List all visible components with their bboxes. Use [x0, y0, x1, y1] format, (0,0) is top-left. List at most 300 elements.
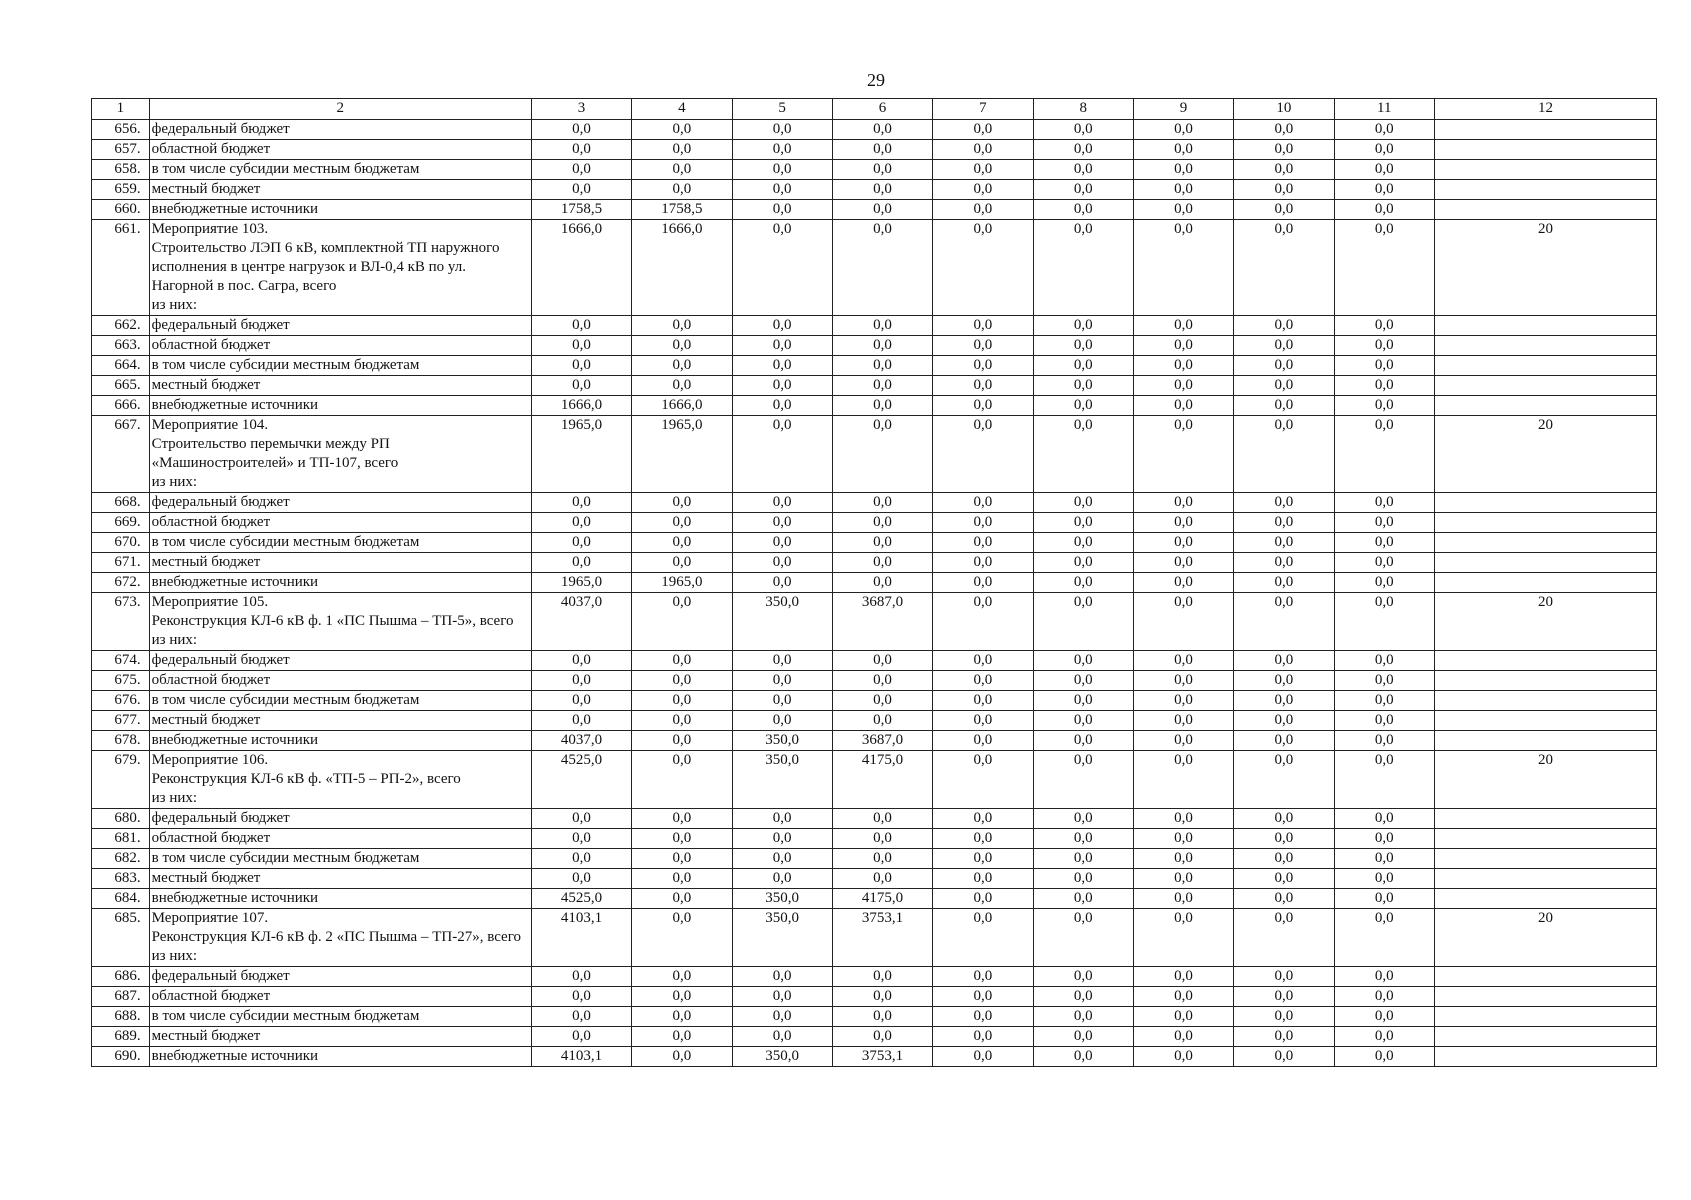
header-col-4: 4 [632, 99, 732, 120]
col-11-value: 0,0 [1334, 987, 1434, 1007]
col-10-value: 0,0 [1234, 316, 1334, 336]
table-row [92, 691, 1657, 711]
col-8-value: 0,0 [1033, 967, 1133, 987]
col-10-value: 0,0 [1234, 160, 1334, 180]
header-row [92, 99, 1657, 120]
col-8-value: 0,0 [1033, 1047, 1133, 1067]
col-6-value: 0,0 [832, 356, 932, 376]
col-10-value: 0,0 [1234, 120, 1334, 140]
col-11-value: 0,0 [1334, 869, 1434, 889]
col-10-value: 0,0 [1234, 553, 1334, 573]
col-6-value: 0,0 [832, 869, 932, 889]
col-9-value: 0,0 [1133, 829, 1233, 849]
col-9-value: 0,0 [1133, 691, 1233, 711]
row-number: 679. [92, 751, 150, 809]
header-col-3: 3 [531, 99, 631, 120]
col-8-value: 0,0 [1033, 180, 1133, 200]
col-8-value: 0,0 [1033, 829, 1133, 849]
header-col-12: 12 [1434, 99, 1656, 120]
col-8-value: 0,0 [1033, 336, 1133, 356]
table-row [92, 140, 1657, 160]
row-title: внебюджетные источники [149, 573, 531, 593]
col-12-value [1434, 809, 1656, 829]
row-title: в том числе субсидии местным бюджетам [149, 356, 531, 376]
row-title: местный бюджет [149, 553, 531, 573]
col-6-value: 0,0 [832, 180, 932, 200]
col-11-value: 0,0 [1334, 593, 1434, 651]
row-number: 661. [92, 220, 150, 316]
row-number: 656. [92, 120, 150, 140]
table-row [92, 553, 1657, 573]
col-3-value: 0,0 [531, 1027, 631, 1047]
col-7-value: 0,0 [933, 671, 1033, 691]
col-6-value: 0,0 [832, 849, 932, 869]
col-5-value: 0,0 [732, 711, 832, 731]
col-4-value: 0,0 [632, 180, 732, 200]
col-6-value: 0,0 [832, 336, 932, 356]
col-9-value: 0,0 [1133, 200, 1233, 220]
col-3-value: 0,0 [531, 160, 631, 180]
col-9-value: 0,0 [1133, 513, 1233, 533]
col-8-value: 0,0 [1033, 987, 1133, 1007]
col-7-value: 0,0 [933, 376, 1033, 396]
col-11-value: 0,0 [1334, 220, 1434, 316]
row-title: в том числе субсидии местным бюджетам [149, 849, 531, 869]
row-title: внебюджетные источники [149, 889, 531, 909]
col-3-value: 0,0 [531, 671, 631, 691]
table-row [92, 513, 1657, 533]
col-9-value: 0,0 [1133, 553, 1233, 573]
row-number: 683. [92, 869, 150, 889]
col-3-value: 0,0 [531, 691, 631, 711]
col-4-value: 0,0 [632, 316, 732, 336]
header-col-6: 6 [832, 99, 932, 120]
row-number: 678. [92, 731, 150, 751]
col-9-value: 0,0 [1133, 180, 1233, 200]
col-10-value: 0,0 [1234, 140, 1334, 160]
col-5-value: 350,0 [732, 909, 832, 967]
row-number: 657. [92, 140, 150, 160]
col-12-value [1434, 849, 1656, 869]
col-3-value: 0,0 [531, 967, 631, 987]
col-11-value: 0,0 [1334, 573, 1434, 593]
col-6-value: 0,0 [832, 533, 932, 553]
col-4-value: 0,0 [632, 829, 732, 849]
col-11-value: 0,0 [1334, 651, 1434, 671]
col-10-value: 0,0 [1234, 593, 1334, 651]
col-12-value [1434, 889, 1656, 909]
col-12-value [1434, 573, 1656, 593]
col-6-value: 0,0 [832, 671, 932, 691]
col-5-value: 0,0 [732, 869, 832, 889]
col-9-value: 0,0 [1133, 593, 1233, 651]
row-title: областной бюджет [149, 336, 531, 356]
row-number: 688. [92, 1007, 150, 1027]
row-title: федеральный бюджет [149, 493, 531, 513]
col-10-value: 0,0 [1234, 889, 1334, 909]
table-row [92, 316, 1657, 336]
col-8-value: 0,0 [1033, 651, 1133, 671]
col-5-value: 0,0 [732, 1007, 832, 1027]
col-7-value: 0,0 [933, 200, 1033, 220]
col-11-value: 0,0 [1334, 1027, 1434, 1047]
col-8-value: 0,0 [1033, 553, 1133, 573]
col-11-value: 0,0 [1334, 731, 1434, 751]
col-6-value: 0,0 [832, 691, 932, 711]
col-7-value: 0,0 [933, 180, 1033, 200]
col-8-value: 0,0 [1033, 731, 1133, 751]
col-3-value: 0,0 [531, 336, 631, 356]
col-3-value: 1666,0 [531, 396, 631, 416]
col-7-value: 0,0 [933, 336, 1033, 356]
col-12-value [1434, 711, 1656, 731]
table-body [92, 120, 1657, 1067]
col-10-value: 0,0 [1234, 967, 1334, 987]
table-row [92, 573, 1657, 593]
col-7-value: 0,0 [933, 967, 1033, 987]
col-5-value: 0,0 [732, 671, 832, 691]
col-11-value: 0,0 [1334, 160, 1434, 180]
col-10-value: 0,0 [1234, 1027, 1334, 1047]
col-5-value: 0,0 [732, 180, 832, 200]
col-8-value: 0,0 [1033, 849, 1133, 869]
col-9-value: 0,0 [1133, 1027, 1233, 1047]
col-12-value [1434, 120, 1656, 140]
col-5-value: 0,0 [732, 220, 832, 316]
col-9-value: 0,0 [1133, 987, 1233, 1007]
col-5-value: 0,0 [732, 140, 832, 160]
col-6-value: 0,0 [832, 1007, 932, 1027]
col-7-value: 0,0 [933, 849, 1033, 869]
col-3-value: 0,0 [531, 809, 631, 829]
col-6-value: 0,0 [832, 396, 932, 416]
col-7-value: 0,0 [933, 651, 1033, 671]
col-12-value [1434, 829, 1656, 849]
col-12-value [1434, 180, 1656, 200]
row-title: Мероприятие 103. Строительство ЛЭП 6 кВ, комплектной ТП наружного исполнения в центре нагрузок и ВЛ-0,4 кВ по ул. Нагорной в пос. Сагра, всего из них: [149, 220, 531, 316]
row-title: в том числе субсидии местным бюджетам [149, 691, 531, 711]
col-4-value: 0,0 [632, 987, 732, 1007]
col-8-value: 0,0 [1033, 376, 1133, 396]
col-7-value: 0,0 [933, 553, 1033, 573]
col-7-value: 0,0 [933, 396, 1033, 416]
col-6-value: 0,0 [832, 829, 932, 849]
col-7-value: 0,0 [933, 869, 1033, 889]
row-title: внебюджетные источники [149, 731, 531, 751]
col-8-value: 0,0 [1033, 711, 1133, 731]
col-5-value: 0,0 [732, 1027, 832, 1047]
col-3-value: 4103,1 [531, 909, 631, 967]
col-5-value: 0,0 [732, 829, 832, 849]
table-row [92, 493, 1657, 513]
col-10-value: 0,0 [1234, 651, 1334, 671]
row-number: 684. [92, 889, 150, 909]
col-11-value: 0,0 [1334, 909, 1434, 967]
table-row [92, 376, 1657, 396]
col-11-value: 0,0 [1334, 140, 1434, 160]
col-11-value: 0,0 [1334, 533, 1434, 553]
row-number: 690. [92, 1047, 150, 1067]
col-11-value: 0,0 [1334, 829, 1434, 849]
col-5-value: 0,0 [732, 573, 832, 593]
col-11-value: 0,0 [1334, 316, 1434, 336]
col-6-value: 0,0 [832, 140, 932, 160]
col-11-value: 0,0 [1334, 809, 1434, 829]
col-8-value: 0,0 [1033, 120, 1133, 140]
table-row [92, 220, 1657, 316]
col-4-value: 1666,0 [632, 220, 732, 316]
col-9-value: 0,0 [1133, 120, 1233, 140]
col-7-value: 0,0 [933, 889, 1033, 909]
col-4-value: 0,0 [632, 1047, 732, 1067]
col-6-value: 0,0 [832, 809, 932, 829]
col-6-value: 0,0 [832, 987, 932, 1007]
col-9-value: 0,0 [1133, 396, 1233, 416]
col-4-value: 0,0 [632, 533, 732, 553]
col-3-value: 0,0 [531, 533, 631, 553]
col-8-value: 0,0 [1033, 671, 1133, 691]
table-row [92, 869, 1657, 889]
col-8-value: 0,0 [1033, 140, 1133, 160]
row-title: Мероприятие 107. Реконструкция КЛ-6 кВ ф. 2 «ПС Пышма – ТП-27», всего из них: [149, 909, 531, 967]
col-12-value [1434, 967, 1656, 987]
col-11-value: 0,0 [1334, 691, 1434, 711]
col-5-value: 0,0 [732, 316, 832, 336]
col-9-value: 0,0 [1133, 336, 1233, 356]
col-3-value: 4037,0 [531, 593, 631, 651]
col-5-value: 0,0 [732, 553, 832, 573]
col-11-value: 0,0 [1334, 120, 1434, 140]
col-8-value: 0,0 [1033, 593, 1133, 651]
col-8-value: 0,0 [1033, 416, 1133, 493]
col-4-value: 0,0 [632, 513, 732, 533]
table-row [92, 336, 1657, 356]
col-11-value: 0,0 [1334, 396, 1434, 416]
col-4-value: 0,0 [632, 160, 732, 180]
col-7-value: 0,0 [933, 160, 1033, 180]
table-row [92, 1027, 1657, 1047]
col-9-value: 0,0 [1133, 573, 1233, 593]
col-9-value: 0,0 [1133, 751, 1233, 809]
col-8-value: 0,0 [1033, 869, 1133, 889]
col-4-value: 1666,0 [632, 396, 732, 416]
col-8-value: 0,0 [1033, 691, 1133, 711]
col-5-value: 0,0 [732, 336, 832, 356]
col-7-value: 0,0 [933, 909, 1033, 967]
col-9-value: 0,0 [1133, 849, 1233, 869]
row-number: 664. [92, 356, 150, 376]
col-5-value: 0,0 [732, 533, 832, 553]
col-4-value: 0,0 [632, 711, 732, 731]
col-8-value: 0,0 [1033, 396, 1133, 416]
col-9-value: 0,0 [1133, 809, 1233, 829]
table-row [92, 593, 1657, 651]
col-11-value: 0,0 [1334, 376, 1434, 396]
table-row [92, 356, 1657, 376]
col-10-value: 0,0 [1234, 829, 1334, 849]
col-7-value: 0,0 [933, 691, 1033, 711]
col-4-value: 1965,0 [632, 416, 732, 493]
header-col-2: 2 [149, 99, 531, 120]
col-9-value: 0,0 [1133, 356, 1233, 376]
col-11-value: 0,0 [1334, 200, 1434, 220]
row-title: федеральный бюджет [149, 809, 531, 829]
col-3-value: 1666,0 [531, 220, 631, 316]
col-7-value: 0,0 [933, 1027, 1033, 1047]
col-12-value: 20 [1434, 751, 1656, 809]
row-title: областной бюджет [149, 513, 531, 533]
col-11-value: 0,0 [1334, 1007, 1434, 1027]
row-title: областной бюджет [149, 829, 531, 849]
col-5-value: 0,0 [732, 200, 832, 220]
col-6-value: 3753,1 [832, 1047, 932, 1067]
col-6-value: 0,0 [832, 967, 932, 987]
header-col-8: 8 [1033, 99, 1133, 120]
page-number: 29 [867, 70, 885, 90]
row-title: Мероприятие 106. Реконструкция КЛ-6 кВ ф. «ТП-5 – РП-2», всего из них: [149, 751, 531, 809]
col-10-value: 0,0 [1234, 809, 1334, 829]
col-10-value: 0,0 [1234, 356, 1334, 376]
col-12-value [1434, 376, 1656, 396]
col-11-value: 0,0 [1334, 180, 1434, 200]
col-7-value: 0,0 [933, 316, 1033, 336]
row-number: 674. [92, 651, 150, 671]
budget-table-container [91, 98, 1657, 1067]
table-row [92, 416, 1657, 493]
table-row [92, 809, 1657, 829]
col-10-value: 0,0 [1234, 849, 1334, 869]
col-10-value: 0,0 [1234, 200, 1334, 220]
col-10-value: 0,0 [1234, 671, 1334, 691]
col-4-value: 0,0 [632, 593, 732, 651]
row-title: федеральный бюджет [149, 316, 531, 336]
col-7-value: 0,0 [933, 493, 1033, 513]
table-row [92, 120, 1657, 140]
col-12-value [1434, 651, 1656, 671]
col-4-value: 0,0 [632, 493, 732, 513]
col-9-value: 0,0 [1133, 967, 1233, 987]
col-5-value: 350,0 [732, 1047, 832, 1067]
row-number: 670. [92, 533, 150, 553]
col-11-value: 0,0 [1334, 553, 1434, 573]
col-4-value: 1965,0 [632, 573, 732, 593]
table-row [92, 533, 1657, 553]
col-9-value: 0,0 [1133, 671, 1233, 691]
col-6-value: 0,0 [832, 1027, 932, 1047]
col-4-value: 0,0 [632, 671, 732, 691]
col-6-value: 0,0 [832, 493, 932, 513]
col-6-value: 0,0 [832, 553, 932, 573]
col-6-value: 0,0 [832, 376, 932, 396]
col-9-value: 0,0 [1133, 316, 1233, 336]
col-12-value [1434, 1007, 1656, 1027]
col-9-value: 0,0 [1133, 1047, 1233, 1067]
row-number: 672. [92, 573, 150, 593]
col-3-value: 0,0 [531, 493, 631, 513]
col-3-value: 0,0 [531, 829, 631, 849]
col-4-value: 0,0 [632, 909, 732, 967]
col-5-value: 350,0 [732, 751, 832, 809]
col-10-value: 0,0 [1234, 909, 1334, 967]
col-12-value [1434, 1047, 1656, 1067]
col-6-value: 0,0 [832, 120, 932, 140]
col-6-value: 3687,0 [832, 731, 932, 751]
col-7-value: 0,0 [933, 987, 1033, 1007]
col-8-value: 0,0 [1033, 909, 1133, 967]
col-11-value: 0,0 [1334, 1047, 1434, 1067]
row-title: Мероприятие 104. Строительство перемычки между РП «Машиностроителей» и ТП-107, всего из них: [149, 416, 531, 493]
col-10-value: 0,0 [1234, 573, 1334, 593]
col-12-value [1434, 691, 1656, 711]
col-5-value: 0,0 [732, 416, 832, 493]
col-9-value: 0,0 [1133, 416, 1233, 493]
col-8-value: 0,0 [1033, 751, 1133, 809]
col-7-value: 0,0 [933, 416, 1033, 493]
col-9-value: 0,0 [1133, 731, 1233, 751]
col-12-value [1434, 987, 1656, 1007]
col-3-value: 4103,1 [531, 1047, 631, 1067]
col-4-value: 0,0 [632, 356, 732, 376]
col-4-value: 0,0 [632, 967, 732, 987]
col-8-value: 0,0 [1033, 220, 1133, 316]
col-3-value: 1758,5 [531, 200, 631, 220]
row-number: 666. [92, 396, 150, 416]
col-6-value: 4175,0 [832, 889, 932, 909]
col-5-value: 0,0 [732, 809, 832, 829]
col-10-value: 0,0 [1234, 180, 1334, 200]
table-row [92, 1007, 1657, 1027]
col-5-value: 0,0 [732, 513, 832, 533]
col-3-value: 0,0 [531, 553, 631, 573]
col-5-value: 0,0 [732, 691, 832, 711]
row-number: 671. [92, 553, 150, 573]
col-12-value [1434, 336, 1656, 356]
col-10-value: 0,0 [1234, 396, 1334, 416]
col-3-value: 4037,0 [531, 731, 631, 751]
budget-table [91, 98, 1657, 1067]
row-title: в том числе субсидии местным бюджетам [149, 160, 531, 180]
col-7-value: 0,0 [933, 829, 1033, 849]
col-11-value: 0,0 [1334, 967, 1434, 987]
col-8-value: 0,0 [1033, 493, 1133, 513]
col-12-value [1434, 316, 1656, 336]
col-6-value: 0,0 [832, 200, 932, 220]
col-4-value: 0,0 [632, 809, 732, 829]
row-title: в том числе субсидии местным бюджетам [149, 533, 531, 553]
col-8-value: 0,0 [1033, 889, 1133, 909]
row-number: 685. [92, 909, 150, 967]
row-number: 673. [92, 593, 150, 651]
col-6-value: 0,0 [832, 651, 932, 671]
row-number: 658. [92, 160, 150, 180]
row-number: 669. [92, 513, 150, 533]
col-5-value: 350,0 [732, 593, 832, 651]
col-9-value: 0,0 [1133, 140, 1233, 160]
row-title: местный бюджет [149, 1027, 531, 1047]
col-11-value: 0,0 [1334, 513, 1434, 533]
col-5-value: 0,0 [732, 160, 832, 180]
col-12-value [1434, 513, 1656, 533]
col-7-value: 0,0 [933, 356, 1033, 376]
header-col-10: 10 [1234, 99, 1334, 120]
col-4-value: 1758,5 [632, 200, 732, 220]
col-12-value: 20 [1434, 416, 1656, 493]
col-3-value: 0,0 [531, 869, 631, 889]
col-10-value: 0,0 [1234, 416, 1334, 493]
row-number: 663. [92, 336, 150, 356]
col-7-value: 0,0 [933, 220, 1033, 316]
col-10-value: 0,0 [1234, 513, 1334, 533]
